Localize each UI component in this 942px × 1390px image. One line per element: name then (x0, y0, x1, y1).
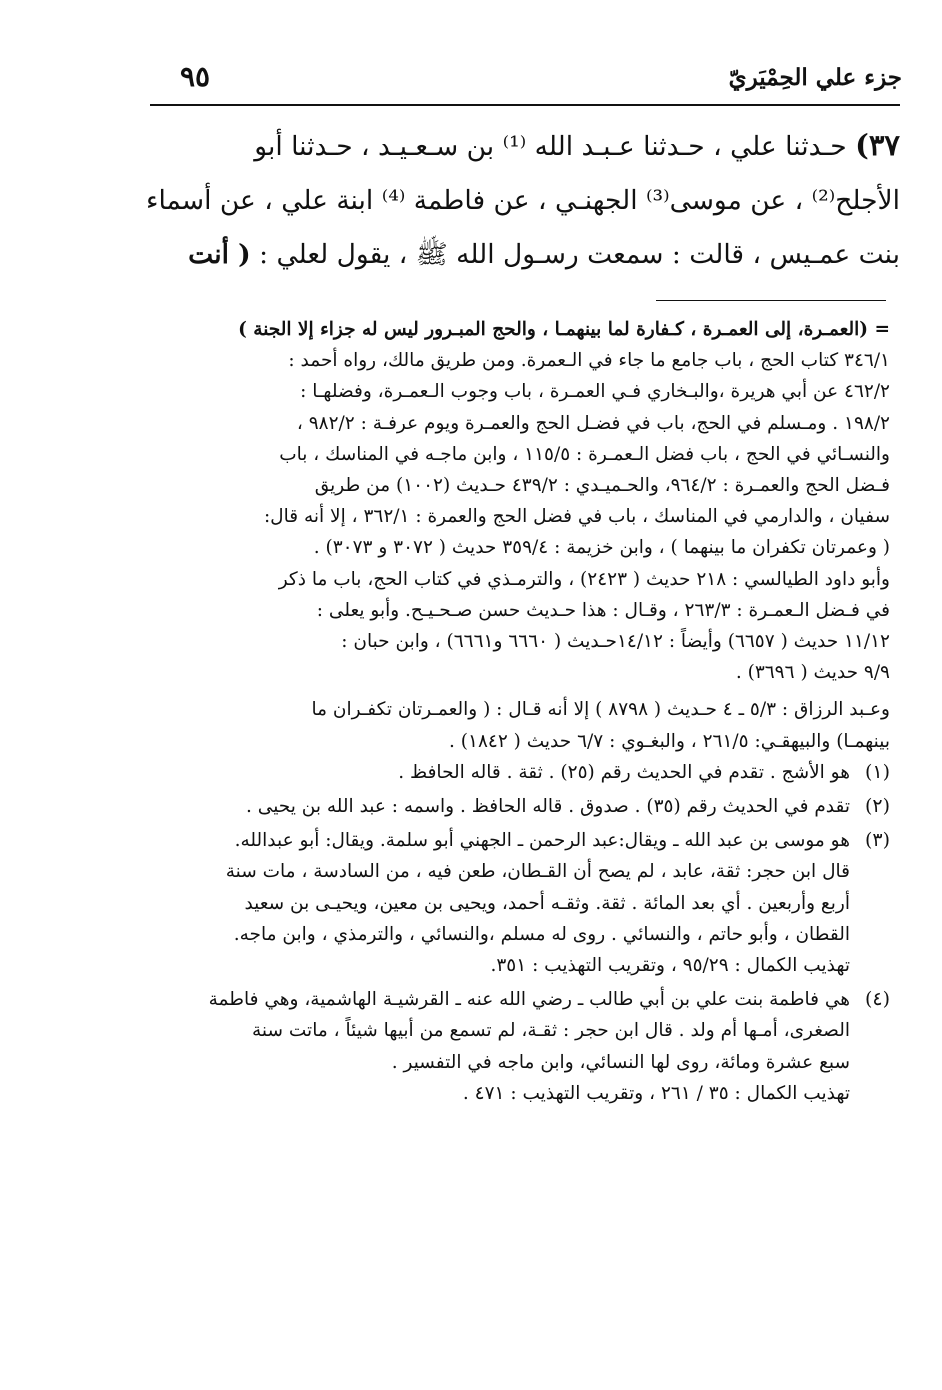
footnote-body (60, 757, 890, 788)
hadith-line-text: حـدثنا علي ، حـدثنا عـبـد الله ⁽¹⁾ بن سـعـيـد ، حـدثنا أبو (254, 131, 847, 162)
footnote-1 (60, 757, 890, 788)
footnote-number: (٢) (864, 795, 890, 818)
footnote-line: تهذيب الكمال : ٣٥ / ٢٦١ ، وتقريب التهذيب : ٤٧١ . (462, 1082, 850, 1104)
footnote-body (60, 984, 890, 1109)
footnote-line: هو الأشج . تقدم في الحديث رقم (٢٥) . ثقة . قاله الحافظ . (398, 761, 850, 783)
note-line: ٤٦٢/٢ عن أبي هريرة ،والبـخاري فـي العمـرة ، باب وجوب الـعمـرة، وفضلهـا : (300, 381, 890, 403)
footnote-4 (60, 984, 890, 1109)
header-rule (150, 104, 900, 106)
footnote-3 (60, 825, 890, 981)
hadith-quote-start: ( أنت (188, 239, 251, 270)
note-line: وعـبد الرزاق : ٥/٣ ـ ٤ حـديث ( ٨٧٩٨ ) إلا أنه قـال : ( والعمـرتان تكفـران ما (311, 699, 890, 721)
continued-footnote (60, 314, 890, 757)
note-line: والنسـائي في الحج ، باب فضل الـعمـرة : ١١٥/٥ ، وابن ماجـه في المناسك ، باب (279, 443, 890, 465)
note-line: فـضل الحج والعمـرة : ٩٦٤/٢، والحـميـدي : ٤٣٩/٢ حـديث (١٠٠٢) من طريق (314, 475, 890, 497)
hadith-number: ٣٧) (855, 128, 900, 162)
footnote-line: سبع عشرة ومائة، روى لها النسائي، وابن ماجه في التفسير . (391, 1051, 850, 1073)
footnote-rule (656, 300, 886, 301)
note-line: وأبو داود الطيالسي : ٢١٨ حديث ( ٢٤٢٣) ، والترمـذي في كتاب الحج، باب ما ذكر (278, 568, 890, 590)
hadith-line: الأجلح⁽²⁾ ، عن موسى⁽³⁾ الجهنـي ، عن فاطمة ⁽⁴⁾ ابنة علي ، عن أسماء (146, 185, 900, 216)
note-line: = (العمـرة، إلى العمـرة ، كـفارة لما بينهمـا ، والحج المبـرور ليس له جزاء إلا الجنة ) (238, 319, 890, 340)
footnote-line: الصغرى، أمـها أم ولد . قال ابن حجر : ثقـة، لم تسمع من أبيها شيئاً ، ماتت سنة (252, 1020, 850, 1042)
note-line: ٣٤٦/١ كتاب الحج ، باب جامع ما جاء في الـعمرة. ومن طريق مالك، رواه أحمد : (288, 350, 890, 372)
hadith-text (60, 118, 900, 282)
footnote-number: (٤) (864, 988, 890, 1011)
note-line: ١٩٨/٢ . ومـسلم في الحج، باب في فضـل الحج والعمـرة ويوم عرفـة : ٩٨٢/٢ ، (296, 412, 890, 434)
running-head (150, 60, 902, 100)
hadith-line-text: بنت عمـيس ، قالت : سمعت رسـول الله ﷺ ، يقول لعلي : (250, 239, 900, 270)
footnote-line: القطان ، وأبو حاتم ، والنسائي . روى له مسلم ،والنسائي ، والترمذي ، وابن ماجه. (233, 923, 850, 945)
note-line: ١١/١٢ حديث ( ٦٦٥٧) وأيضاً : ١٤/١٢حـديث ( ٦٦٦٠ و٦٦٦١) ، وابن حبان : (341, 631, 890, 653)
footnote-number: (١) (864, 760, 890, 783)
book-title: جزء علي الحِمْيَريّ (728, 64, 902, 91)
note-line: في فـضل الـعمـرة : ٢٦٣/٣ ، وقـال : هذا حـديث حسن صـحـيـح. وأبو يعلى : (316, 599, 890, 621)
footnote-body (60, 825, 890, 981)
note-line: ٩/٩ حديث ( ٣٦٩٦) . (735, 662, 890, 684)
note-line: بينهمـا) والبيهقـي: ٢٦١/٥ ، والبغـوي : ٦/٧ حديث ( ١٨٤٢) . (449, 730, 890, 752)
note-line: سفيان ، والدارمي في المناسك ، باب في فضل الحج والعمرة : ٣٦٢/١ ، إلا أنه قال: (263, 506, 890, 528)
footnote-line: هي فاطمة بنت علي بن أبي طالب ـ رضي الله عنه ـ القرشيـة الهاشمية، وهي فاطمة (208, 989, 850, 1011)
page-number: ٩٥ (180, 60, 211, 93)
footnotes-section (60, 314, 890, 1109)
note-line: ( وعمرتان تكفران ما بينهما ) ، وابن خزيمة : ٣٥٩/٤ حديث ( ٣٠٧٢ و ٣٠٧٣) . (313, 537, 890, 559)
footnote-line: تقدم في الحديث رقم (٣٥) . صدوق . قاله الحافظ . واسمه : عبد الله بن يحيى . (246, 796, 850, 818)
hadith-line (60, 118, 900, 174)
footnote-body (60, 791, 890, 822)
footnote-number: (٣) (864, 829, 890, 852)
footnote-line: تهذيب الكمال : ٩٥/٢٩ ، وتقريب التهذيب : ٣٥١. (490, 955, 850, 977)
footnote-line: قال ابن حجر: ثقة، عابد ، لم يصح أن القـطان، طعن فيه ، من السادسة ، مات سنة (225, 861, 850, 883)
footnote-2 (60, 791, 890, 822)
hadith-line (60, 228, 900, 282)
footnote-line: هو موسى بن عبد الله ـ ويقال:عبد الرحمن ـ الجهني أبو سلمة. ويقال: أبو عبدالله. (234, 830, 850, 852)
footnote-line: أربع وأربعين . أي بعد المائة . ثقة. وثقـه أحمد، ويحيى بن معين، ويحيـى بن سعيد (244, 892, 850, 914)
